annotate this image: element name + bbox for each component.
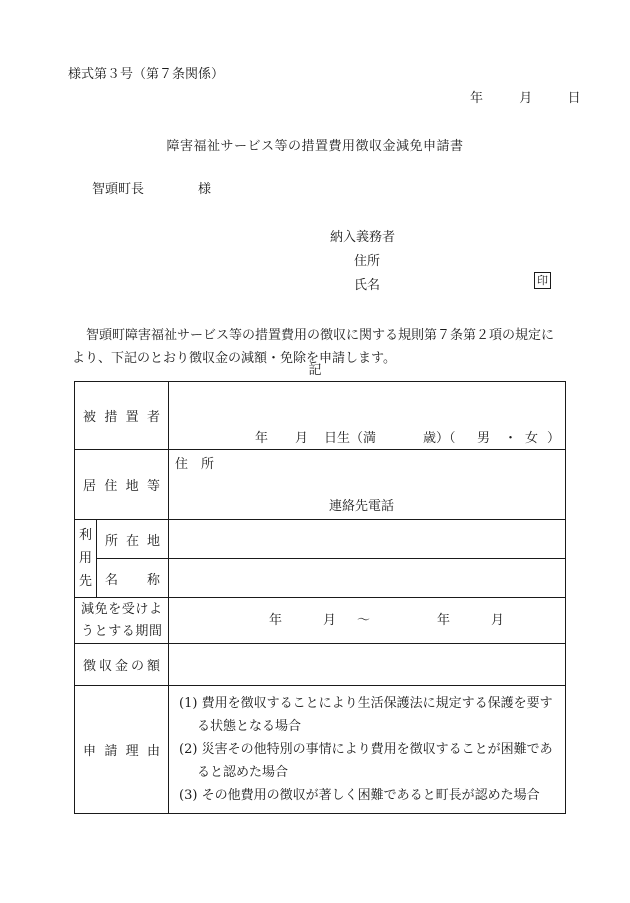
reason-option-3[interactable]: (3) その他費用の徴収が著しく困難であると町長が認めた場合 [179,788,540,803]
period-end-month: 月 [491,613,505,628]
person-male[interactable]: 男 [477,431,491,446]
period-label [75,598,169,644]
applicant-name-label: 氏名 [354,278,381,293]
period-start-month: 月 [323,613,337,628]
person-age: 歳）（ [423,431,456,446]
person-value-cell[interactable] [169,382,566,450]
residence-value-cell[interactable] [169,450,566,520]
residence-address-label: 住 所 [175,457,215,472]
row-facility-name [75,559,566,598]
applicant-address-label: 住所 [354,254,381,269]
reason-options [169,686,566,814]
addressee-name: 智頭町長 [92,182,145,197]
person-birth-month: 月 [295,431,309,446]
reason-option-2[interactable]: (2) 災害その他特別の事情により費用を徴収することが困難であると認めた場合 [179,742,553,780]
amount-value[interactable] [169,644,566,686]
date-month-label: 月 [519,91,533,106]
row-amount [75,644,566,686]
date-line [470,92,581,105]
facility-location-value[interactable] [169,520,566,559]
facility-group-char-2: 用 [78,551,92,566]
amount-label: 徴収金の額 [75,644,169,686]
person-separator: ・ [504,431,518,446]
form-number: 様式第３号（第７条関係） [68,67,225,82]
addressee-honorific: 様 [198,182,212,197]
addressee [92,182,212,197]
application-table [74,381,566,814]
row-reason [75,686,566,814]
reason-option-1[interactable]: (1) 費用を徴収することにより生活保護法に規定する保護を要する状態となる場合 [179,696,553,734]
period-tilde: ～ [357,613,371,628]
body-text: 智頭町障害福祉サービス等の措置費用の徴収に関する規則第７条第２項の規定により、下記のとおり徴収金の減額・免除を申請します。 [72,328,555,366]
facility-group-label [75,520,97,598]
payer-label: 納入義務者 [330,230,396,245]
row-residence [75,450,566,520]
row-period [75,598,566,644]
facility-location-label: 所在地 [97,520,169,559]
document-title: 障害福祉サービス等の措置費用徴収金減免申請書 [166,139,464,154]
person-birth-year: 年 [255,431,269,446]
residence-phone-label: 連絡先電話 [329,499,395,514]
period-value-cell[interactable] [169,598,566,644]
date-year-label: 年 [470,91,484,106]
ki-heading: 記 [308,363,322,378]
date-day-label: 日 [567,91,581,106]
period-label-line-2: うとする期間 [81,623,163,639]
person-label: 被措置者 [75,382,169,450]
reason-label: 申請理由 [75,686,169,814]
period-end-year: 年 [437,613,451,628]
row-facility-location [75,520,566,559]
person-birth-day: 日生（満 [324,431,377,446]
residence-label: 居住地等 [75,450,169,520]
period-start-year: 年 [269,613,283,628]
period-label-line-1: 減免を受けよ [81,601,163,617]
person-close-paren: ） [547,431,561,446]
facility-group-char-3: 先 [78,574,92,589]
facility-name-value[interactable] [169,559,566,598]
person-female[interactable]: 女 [525,431,539,446]
seal-mark: 印 [534,272,551,289]
facility-name-label: 名称 [97,559,169,598]
row-person [75,382,566,450]
facility-group-char-1: 利 [78,528,92,543]
